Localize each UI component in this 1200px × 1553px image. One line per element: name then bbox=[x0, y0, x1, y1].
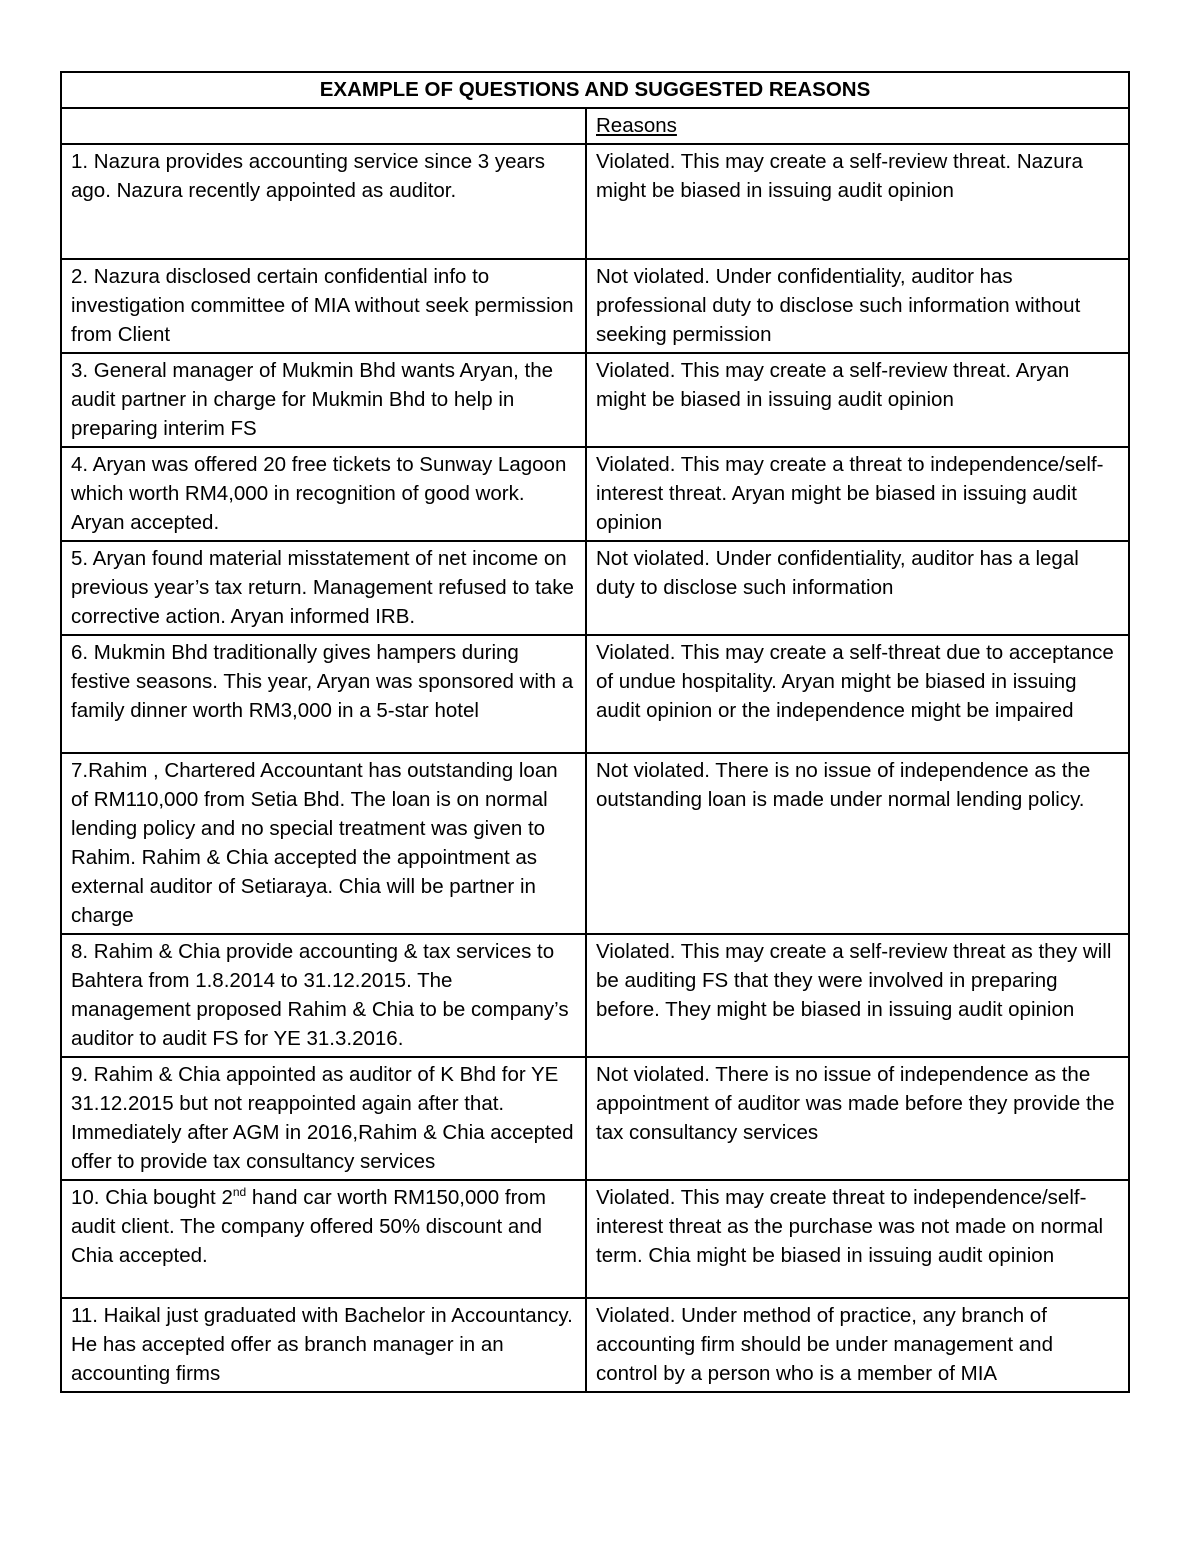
reason-cell: Violated. This may create threat to independence/self-interest threat as the purchase was not made on normal term. Chia might be biased in issuing audit opinion bbox=[586, 1180, 1129, 1298]
reason-cell: Not violated. There is no issue of independence as the appointment of auditor was made before they provide the tax consultancy services bbox=[586, 1057, 1129, 1180]
question-cell: 6. Mukmin Bhd traditionally gives hampers during festive seasons. This year, Aryan was sponsored with a family dinner worth RM3,000 in a 5-star hotel bbox=[61, 635, 586, 753]
table-title-row bbox=[61, 72, 1129, 108]
reason-cell: Not violated. There is no issue of independence as the outstanding loan is made under normal lending policy. bbox=[586, 753, 1129, 934]
table-row bbox=[61, 259, 1129, 353]
question-cell: 4. Aryan was offered 20 free tickets to Sunway Lagoon which worth RM4,000 in recognition of good work. Aryan accepted. bbox=[61, 447, 586, 541]
reason-cell: Violated. This may create a self-threat due to acceptance of undue hospitality. Aryan might be biased in issuing audit opinion or the independence might be impaired bbox=[586, 635, 1129, 753]
reason-cell: Violated. This may create a self-review threat. Nazura might be biased in issuing audit opinion bbox=[586, 144, 1129, 259]
table-row bbox=[61, 1298, 1129, 1392]
table-row bbox=[61, 1180, 1129, 1298]
question-cell: 2. Nazura disclosed certain confidential info to investigation committee of MIA without seek permission from Client bbox=[61, 259, 586, 353]
reason-cell: Violated. Under method of practice, any branch of accounting firm should be under management and control by a person who is a member of MIA bbox=[586, 1298, 1129, 1392]
question-cell: 5. Aryan found material misstatement of net income on previous year’s tax return. Management refused to take corrective action. Aryan informed IRB. bbox=[61, 541, 586, 635]
question-text-prefix: 10. Chia bought 2 bbox=[71, 1186, 233, 1209]
table-row bbox=[61, 753, 1129, 934]
question-cell bbox=[61, 1180, 586, 1298]
reason-cell: Violated. This may create a self-review threat as they will be auditing FS that they were involved in preparing before. They might be biased in issuing audit opinion bbox=[586, 934, 1129, 1057]
question-cell: 3. General manager of Mukmin Bhd wants Aryan, the audit partner in charge for Mukmin Bhd to help in preparing interim FS bbox=[61, 353, 586, 447]
table-row bbox=[61, 635, 1129, 753]
reason-cell: Not violated. Under confidentiality, auditor has professional duty to disclose such information without seeking permission bbox=[586, 259, 1129, 353]
table-row bbox=[61, 144, 1129, 259]
table-row bbox=[61, 353, 1129, 447]
question-cell: 1. Nazura provides accounting service since 3 years ago. Nazura recently appointed as auditor. bbox=[61, 144, 586, 259]
question-text-suffix: hand car worth RM150,000 from audit client. The company offered 50% discount and Chia accepted. bbox=[71, 1186, 546, 1267]
document-page bbox=[60, 71, 1128, 1393]
ordinal-superscript: nd bbox=[232, 1185, 247, 1200]
reason-cell: Violated. This may create a self-review threat. Aryan might be biased in issuing audit opinion bbox=[586, 353, 1129, 447]
table-row bbox=[61, 541, 1129, 635]
reason-cell: Not violated. Under confidentiality, auditor has a legal duty to disclose such information bbox=[586, 541, 1129, 635]
question-cell: 7.Rahim , Chartered Accountant has outstanding loan of RM110,000 from Setia Bhd. The loan is on normal lending policy and no special treatment was given to Rahim. Rahim & Chia accepted the appointment as external auditor of Setiaraya. Chia will be partner in charge bbox=[61, 753, 586, 934]
reason-cell: Violated. This may create a threat to independence/self-interest threat. Aryan might be biased in issuing audit opinion bbox=[586, 447, 1129, 541]
question-header-cell bbox=[61, 108, 586, 144]
questions-reasons-table bbox=[60, 71, 1130, 1393]
table-row bbox=[61, 934, 1129, 1057]
table-title: EXAMPLE OF QUESTIONS AND SUGGESTED REASONS bbox=[61, 72, 1129, 108]
table-row bbox=[61, 1057, 1129, 1180]
table-header-row bbox=[61, 108, 1129, 144]
table-row bbox=[61, 447, 1129, 541]
reasons-header: Reasons bbox=[596, 114, 677, 137]
question-cell: 11. Haikal just graduated with Bachelor in Accountancy. He has accepted offer as branch manager in an accounting firms bbox=[61, 1298, 586, 1392]
question-cell: 8. Rahim & Chia provide accounting & tax services to Bahtera from 1.8.2014 to 31.12.2015. The management proposed Rahim & Chia to be company’s auditor to audit FS for YE 31.3.2016. bbox=[61, 934, 586, 1057]
reasons-header-cell bbox=[586, 108, 1129, 144]
question-cell: 9. Rahim & Chia appointed as auditor of K Bhd for YE 31.12.2015 but not reappointed again after that. Immediately after AGM in 2016,Rahim & Chia accepted offer to provide tax consultancy services bbox=[61, 1057, 586, 1180]
